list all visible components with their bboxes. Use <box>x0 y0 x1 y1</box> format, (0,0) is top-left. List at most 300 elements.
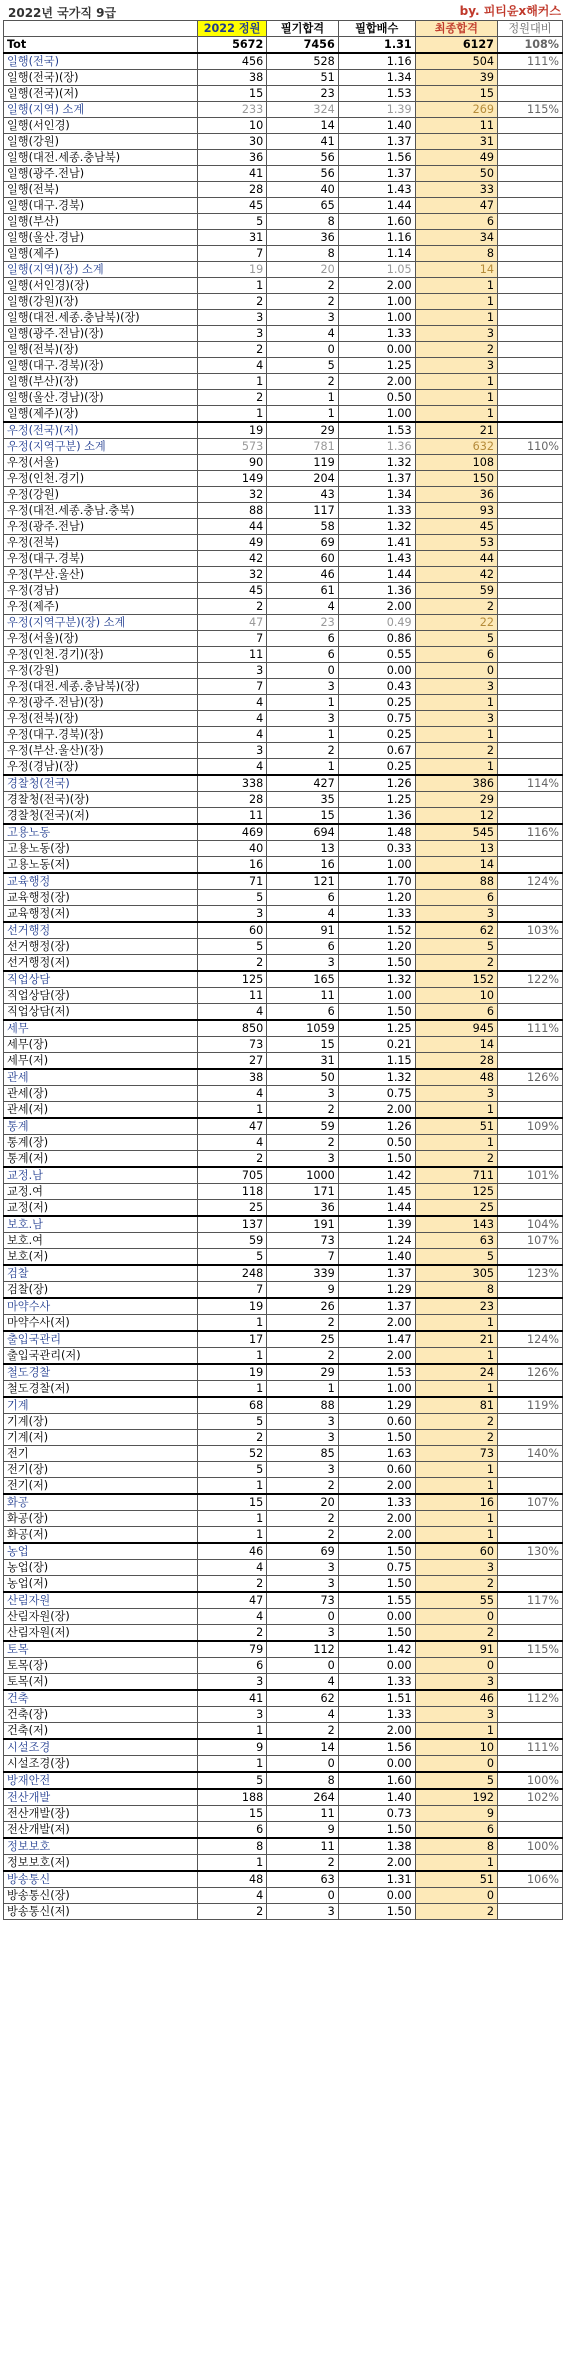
quota-ratio-cell: 140% <box>497 1446 562 1462</box>
row-name-cell: 일행(제주) <box>4 246 198 262</box>
final-pass-cell: 6127 <box>415 37 497 54</box>
quota-cell: 10 <box>197 118 266 134</box>
row-name-cell: 우정(경남) <box>4 583 198 599</box>
quota-ratio-cell <box>497 230 562 246</box>
written-pass-cell: 3 <box>267 1462 339 1478</box>
written-pass-cell: 5 <box>267 358 339 374</box>
row-name-cell: 화공(저) <box>4 1527 198 1544</box>
quota-ratio-cell <box>497 711 562 727</box>
quota-ratio-cell <box>497 150 562 166</box>
written-pass-cell: 20 <box>267 262 339 278</box>
final-pass-cell: 1 <box>415 294 497 310</box>
quota-ratio-cell <box>497 1723 562 1740</box>
row-name-cell: 건축(저) <box>4 1723 198 1740</box>
quota-ratio-cell: 112% <box>497 1690 562 1707</box>
quota-cell: 5 <box>197 1772 266 1789</box>
pass-ratio-cell: 1.25 <box>338 358 415 374</box>
final-pass-cell: 1 <box>415 759 497 776</box>
written-pass-cell: 117 <box>267 503 339 519</box>
table-row <box>4 1282 563 1299</box>
written-pass-cell: 35 <box>267 792 339 808</box>
row-name-cell: 교정(저) <box>4 1200 198 1217</box>
quota-ratio-cell <box>497 118 562 134</box>
row-name-cell: 우정(부산.울산) <box>4 567 198 583</box>
row-name-cell: 선거행정(장) <box>4 939 198 955</box>
pass-ratio-cell: 1.42 <box>338 1167 415 1184</box>
quota-ratio-cell <box>497 326 562 342</box>
quota-cell: 7 <box>197 679 266 695</box>
final-pass-cell: 55 <box>415 1592 497 1609</box>
row-name-cell: 기계 <box>4 1397 198 1414</box>
quota-ratio-cell <box>497 1381 562 1398</box>
final-pass-cell: 1 <box>415 1511 497 1527</box>
pass-ratio-cell: 2.00 <box>338 1723 415 1740</box>
table-row <box>4 743 563 759</box>
written-pass-cell: 119 <box>267 455 339 471</box>
table-row <box>4 390 563 406</box>
quota-ratio-cell <box>497 358 562 374</box>
pass-ratio-cell: 1.40 <box>338 118 415 134</box>
table-row <box>4 310 563 326</box>
row-name-cell: 직업상담(장) <box>4 988 198 1004</box>
final-pass-cell: 51 <box>415 1118 497 1135</box>
final-pass-cell: 1 <box>415 1478 497 1495</box>
written-pass-cell: 2 <box>267 1527 339 1544</box>
quota-ratio-cell: 126% <box>497 1069 562 1086</box>
pass-ratio-cell: 1.29 <box>338 1397 415 1414</box>
final-pass-cell: 51 <box>415 1871 497 1888</box>
written-pass-cell: 85 <box>267 1446 339 1462</box>
final-pass-cell: 0 <box>415 1888 497 1904</box>
final-pass-cell: 192 <box>415 1789 497 1806</box>
quota-cell: 4 <box>197 358 266 374</box>
table-row <box>4 342 563 358</box>
table-row <box>4 647 563 663</box>
table-row <box>4 1806 563 1822</box>
table-row <box>4 1364 563 1381</box>
table-row <box>4 230 563 246</box>
final-pass-cell: 88 <box>415 873 497 890</box>
final-pass-cell: 632 <box>415 439 497 455</box>
quota-cell: 3 <box>197 663 266 679</box>
table-row <box>4 988 563 1004</box>
quota-ratio-cell <box>497 1249 562 1266</box>
written-pass-cell: 25 <box>267 1331 339 1348</box>
row-name-cell: 일행(전국)(저) <box>4 86 198 102</box>
final-pass-cell: 12 <box>415 808 497 825</box>
quota-ratio-cell <box>497 1560 562 1576</box>
table-row <box>4 406 563 423</box>
pass-ratio-cell: 1.44 <box>338 1200 415 1217</box>
table-row <box>4 262 563 278</box>
table-row <box>4 1625 563 1642</box>
written-pass-cell: 16 <box>267 857 339 874</box>
pass-ratio-cell: 0.00 <box>338 1756 415 1773</box>
table-row <box>4 695 563 711</box>
quota-ratio-cell <box>497 134 562 150</box>
written-pass-cell: 9 <box>267 1282 339 1299</box>
quota-ratio-cell <box>497 1576 562 1593</box>
final-pass-cell: 5 <box>415 939 497 955</box>
row-name-cell: 선거행정(저) <box>4 955 198 972</box>
quota-cell: 11 <box>197 988 266 1004</box>
quota-cell: 2 <box>197 955 266 972</box>
quota-cell: 3 <box>197 1674 266 1691</box>
table-row <box>4 1414 563 1430</box>
pass-ratio-cell: 1.33 <box>338 906 415 923</box>
pass-ratio-cell: 1.53 <box>338 1364 415 1381</box>
pass-ratio-cell: 1.43 <box>338 551 415 567</box>
table-row <box>4 1904 563 1920</box>
quota-ratio-cell <box>497 695 562 711</box>
row-name-cell: 검찰(장) <box>4 1282 198 1299</box>
pass-ratio-cell: 1.50 <box>338 1004 415 1021</box>
table-row <box>4 1576 563 1593</box>
header-cell-quota: 2022 정원 <box>197 21 266 37</box>
pass-ratio-cell: 2.00 <box>338 1527 415 1544</box>
quota-cell: 4 <box>197 1135 266 1151</box>
table-row <box>4 808 563 825</box>
quota-ratio-cell: 117% <box>497 1592 562 1609</box>
quota-cell: 36 <box>197 150 266 166</box>
row-name-cell: 통계 <box>4 1118 198 1135</box>
final-pass-cell: 6 <box>415 1822 497 1839</box>
quota-ratio-cell: 111% <box>497 1739 562 1756</box>
pass-ratio-cell: 0.50 <box>338 390 415 406</box>
pass-ratio-cell: 0.25 <box>338 727 415 743</box>
row-name-cell: 방송통신(장) <box>4 1888 198 1904</box>
table-row <box>4 166 563 182</box>
written-pass-cell: 69 <box>267 535 339 551</box>
final-pass-cell: 2 <box>415 1625 497 1642</box>
row-name-cell: 일행(서인경) <box>4 118 198 134</box>
final-pass-cell: 73 <box>415 1446 497 1462</box>
row-name-cell: 출입국관리 <box>4 1331 198 1348</box>
pass-ratio-cell: 1.39 <box>338 102 415 118</box>
pass-ratio-cell: 1.50 <box>338 1625 415 1642</box>
row-name-cell: 전산개발(장) <box>4 1806 198 1822</box>
quota-cell: 3 <box>197 1707 266 1723</box>
final-pass-cell: 21 <box>415 422 497 439</box>
pass-ratio-cell: 1.31 <box>338 1871 415 1888</box>
written-pass-cell: 3 <box>267 1151 339 1168</box>
table-row <box>4 1298 563 1315</box>
written-pass-cell: 3 <box>267 1904 339 1920</box>
row-name-cell: 정보보호(저) <box>4 1855 198 1872</box>
final-pass-cell: 1 <box>415 278 497 294</box>
quota-cell: 27 <box>197 1053 266 1070</box>
pass-ratio-cell: 1.32 <box>338 455 415 471</box>
written-pass-cell: 204 <box>267 471 339 487</box>
final-pass-cell: 3 <box>415 1674 497 1691</box>
quota-ratio-cell <box>497 759 562 776</box>
table-row <box>4 1200 563 1217</box>
quota-ratio-cell <box>497 294 562 310</box>
row-name-cell: 일행(강원)(장) <box>4 294 198 310</box>
final-pass-cell: 3 <box>415 326 497 342</box>
quota-cell: 3 <box>197 326 266 342</box>
pass-ratio-cell: 1.00 <box>338 406 415 423</box>
quota-ratio-cell: 103% <box>497 922 562 939</box>
written-pass-cell: 60 <box>267 551 339 567</box>
written-pass-cell: 91 <box>267 922 339 939</box>
written-pass-cell: 41 <box>267 134 339 150</box>
quota-cell: 469 <box>197 824 266 841</box>
quota-cell: 1 <box>197 374 266 390</box>
final-pass-cell: 6 <box>415 890 497 906</box>
final-pass-cell: 5 <box>415 1249 497 1266</box>
row-name-cell: 우정(대구.경북) <box>4 551 198 567</box>
pass-ratio-cell: 1.56 <box>338 1739 415 1756</box>
quota-ratio-cell <box>497 1511 562 1527</box>
quota-ratio-cell <box>497 955 562 972</box>
quota-cell: 32 <box>197 487 266 503</box>
quota-ratio-cell <box>497 808 562 825</box>
table-row <box>4 1641 563 1658</box>
written-pass-cell: 694 <box>267 824 339 841</box>
table-row <box>4 759 563 776</box>
row-name-cell: 우정(광주.전남) <box>4 519 198 535</box>
quota-cell: 2 <box>197 1904 266 1920</box>
written-pass-cell: 51 <box>267 70 339 86</box>
quota-ratio-cell <box>497 262 562 278</box>
quota-cell: 32 <box>197 567 266 583</box>
pass-ratio-cell: 0.00 <box>338 1609 415 1625</box>
row-name-cell: 산림자원(장) <box>4 1609 198 1625</box>
table-row <box>4 1739 563 1756</box>
written-pass-cell: 2 <box>267 374 339 390</box>
table-row <box>4 955 563 972</box>
quota-cell: 30 <box>197 134 266 150</box>
pass-ratio-cell: 1.36 <box>338 808 415 825</box>
quota-ratio-cell <box>497 70 562 86</box>
written-pass-cell: 0 <box>267 342 339 358</box>
row-name-cell: 우정(지역구분)(장) 소계 <box>4 615 198 631</box>
table-row <box>4 1527 563 1544</box>
row-name-cell: 마약수사 <box>4 1298 198 1315</box>
quota-ratio-cell <box>497 1674 562 1691</box>
quota-cell: 2 <box>197 1576 266 1593</box>
table-row <box>4 1381 563 1398</box>
quota-ratio-cell <box>497 182 562 198</box>
table-row <box>4 519 563 535</box>
written-pass-cell: 69 <box>267 1543 339 1560</box>
pass-ratio-cell: 2.00 <box>338 1315 415 1332</box>
written-pass-cell: 11 <box>267 1838 339 1855</box>
row-name-cell: 관세(장) <box>4 1086 198 1102</box>
quota-cell: 4 <box>197 759 266 776</box>
quota-cell: 7 <box>197 631 266 647</box>
quota-ratio-cell: 111% <box>497 53 562 70</box>
written-pass-cell: 4 <box>267 326 339 342</box>
table-row <box>4 841 563 857</box>
pass-ratio-cell: 0.75 <box>338 711 415 727</box>
written-pass-cell: 73 <box>267 1592 339 1609</box>
quota-cell: 45 <box>197 198 266 214</box>
pass-ratio-cell: 1.47 <box>338 1331 415 1348</box>
quota-ratio-cell <box>497 166 562 182</box>
table-row <box>4 70 563 86</box>
final-pass-cell: 49 <box>415 150 497 166</box>
final-pass-cell: 1 <box>415 1102 497 1119</box>
table-row <box>4 503 563 519</box>
table-row <box>4 1658 563 1674</box>
quota-cell: 1 <box>197 1381 266 1398</box>
quota-cell: 47 <box>197 615 266 631</box>
table-row <box>4 1690 563 1707</box>
row-name-cell: 우정(대전.세종.충남.충북) <box>4 503 198 519</box>
pass-ratio-cell: 1.41 <box>338 535 415 551</box>
quota-cell: 4 <box>197 1004 266 1021</box>
quota-cell: 705 <box>197 1167 266 1184</box>
row-name-cell: 우정(전북)(장) <box>4 711 198 727</box>
pass-ratio-cell: 2.00 <box>338 1478 415 1495</box>
quota-ratio-cell <box>497 1348 562 1365</box>
row-name-cell: 기계(저) <box>4 1430 198 1446</box>
row-name-cell: Tot <box>4 37 198 54</box>
table-row <box>4 663 563 679</box>
quota-cell: 71 <box>197 873 266 890</box>
row-name-cell: 관세 <box>4 1069 198 1086</box>
row-name-cell: 일행(강원) <box>4 134 198 150</box>
written-pass-cell: 1 <box>267 390 339 406</box>
row-name-cell: 일행(울산.경남)(장) <box>4 390 198 406</box>
pass-ratio-cell: 1.37 <box>338 134 415 150</box>
quota-cell: 573 <box>197 439 266 455</box>
final-pass-cell: 0 <box>415 1609 497 1625</box>
quota-ratio-cell: 107% <box>497 1494 562 1511</box>
quota-ratio-cell <box>497 631 562 647</box>
final-pass-cell: 2 <box>415 1151 497 1168</box>
quota-ratio-cell <box>497 988 562 1004</box>
final-pass-cell: 31 <box>415 134 497 150</box>
quota-ratio-cell <box>497 455 562 471</box>
quota-ratio-cell <box>497 792 562 808</box>
final-pass-cell: 1 <box>415 1527 497 1544</box>
table-row <box>4 1560 563 1576</box>
written-pass-cell: 2 <box>267 1348 339 1365</box>
final-pass-cell: 3 <box>415 711 497 727</box>
table-row <box>4 1102 563 1119</box>
final-pass-cell: 2 <box>415 1430 497 1446</box>
quota-ratio-cell <box>497 1004 562 1021</box>
quota-cell: 9 <box>197 1739 266 1756</box>
table-row <box>4 1020 563 1037</box>
pass-ratio-cell: 1.50 <box>338 1430 415 1446</box>
quota-cell: 68 <box>197 1397 266 1414</box>
quota-ratio-cell <box>497 1135 562 1151</box>
row-name-cell: 우정(서울)(장) <box>4 631 198 647</box>
row-name-cell: 토목(저) <box>4 1674 198 1691</box>
table-row <box>4 358 563 374</box>
row-name-cell: 직업상담(저) <box>4 1004 198 1021</box>
pass-ratio-cell: 1.53 <box>338 422 415 439</box>
written-pass-cell: 40 <box>267 182 339 198</box>
written-pass-cell: 7456 <box>267 37 339 54</box>
quota-ratio-cell <box>497 567 562 583</box>
quota-ratio-cell <box>497 1053 562 1070</box>
quota-cell: 1 <box>197 1855 266 1872</box>
pass-ratio-cell: 0.60 <box>338 1462 415 1478</box>
final-pass-cell: 0 <box>415 663 497 679</box>
quota-cell: 17 <box>197 1331 266 1348</box>
written-pass-cell: 15 <box>267 808 339 825</box>
table-row <box>4 487 563 503</box>
quota-cell: 42 <box>197 551 266 567</box>
quota-cell: 5 <box>197 1414 266 1430</box>
quota-cell: 4 <box>197 1086 266 1102</box>
final-pass-cell: 11 <box>415 118 497 134</box>
written-pass-cell: 1 <box>267 695 339 711</box>
quota-ratio-cell <box>497 1315 562 1332</box>
final-pass-cell: 386 <box>415 775 497 792</box>
final-pass-cell: 14 <box>415 857 497 874</box>
row-name-cell: 교육행정(저) <box>4 906 198 923</box>
quota-ratio-cell: 124% <box>497 1331 562 1348</box>
table-row <box>4 679 563 695</box>
row-name-cell: 경찰청(전국)(저) <box>4 808 198 825</box>
table-row <box>4 1609 563 1625</box>
quota-ratio-cell <box>497 487 562 503</box>
quota-ratio-cell: 115% <box>497 102 562 118</box>
row-name-cell: 일행(부산) <box>4 214 198 230</box>
row-name-cell: 일행(대전.세종.충남북)(장) <box>4 310 198 326</box>
table-row <box>4 873 563 890</box>
quota-ratio-cell <box>497 1414 562 1430</box>
quota-cell: 118 <box>197 1184 266 1200</box>
quota-cell: 4 <box>197 711 266 727</box>
table-row <box>4 775 563 792</box>
table-row <box>4 727 563 743</box>
written-pass-cell: 62 <box>267 1690 339 1707</box>
pass-ratio-cell: 1.32 <box>338 971 415 988</box>
quota-cell: 15 <box>197 1806 266 1822</box>
final-pass-cell: 6 <box>415 1004 497 1021</box>
row-name-cell: 우정(대전.세종.충남북)(장) <box>4 679 198 695</box>
row-name-cell: 마약수사(저) <box>4 1315 198 1332</box>
quota-cell: 41 <box>197 1690 266 1707</box>
final-pass-cell: 1 <box>415 1348 497 1365</box>
written-pass-cell: 6 <box>267 1004 339 1021</box>
pass-ratio-cell: 1.29 <box>338 1282 415 1299</box>
quota-ratio-cell <box>497 1609 562 1625</box>
quota-ratio-cell <box>497 727 562 743</box>
written-pass-cell: 6 <box>267 890 339 906</box>
pass-ratio-cell: 1.50 <box>338 1576 415 1593</box>
quota-cell: 5 <box>197 939 266 955</box>
final-pass-cell: 42 <box>415 567 497 583</box>
quota-cell: 73 <box>197 1037 266 1053</box>
written-pass-cell: 0 <box>267 1658 339 1674</box>
row-name-cell: 일행(부산)(장) <box>4 374 198 390</box>
quota-ratio-cell: 126% <box>497 1364 562 1381</box>
written-pass-cell: 6 <box>267 647 339 663</box>
pass-ratio-cell: 1.37 <box>338 471 415 487</box>
pass-ratio-cell: 2.00 <box>338 599 415 615</box>
quota-cell: 5 <box>197 1462 266 1478</box>
table-row <box>4 294 563 310</box>
quota-ratio-cell: 107% <box>497 1233 562 1249</box>
row-name-cell: 일행(제주)(장) <box>4 406 198 423</box>
quota-ratio-cell: 100% <box>497 1838 562 1855</box>
pass-ratio-cell: 1.05 <box>338 262 415 278</box>
quota-cell: 8 <box>197 1838 266 1855</box>
written-pass-cell: 121 <box>267 873 339 890</box>
pass-ratio-cell: 1.63 <box>338 1446 415 1462</box>
table-row <box>4 134 563 150</box>
pass-ratio-cell: 1.45 <box>338 1184 415 1200</box>
written-pass-cell: 23 <box>267 615 339 631</box>
